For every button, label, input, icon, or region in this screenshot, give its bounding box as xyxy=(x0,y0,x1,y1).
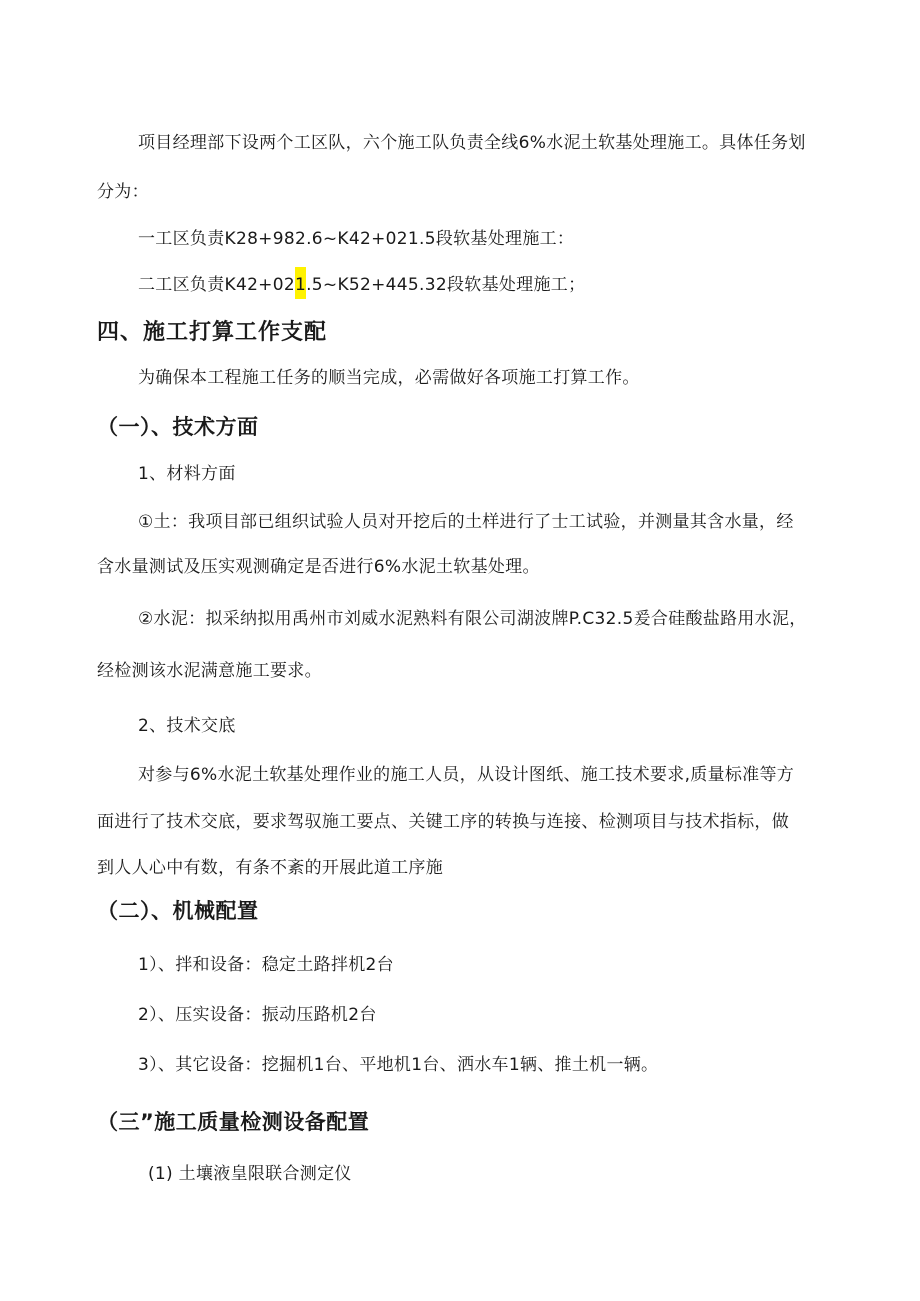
paragraph-disclosure-line1: 对参与6%水泥土软基处理作业的施工人员，从设计图纸、施工技术要求,质量标准等方 xyxy=(138,765,795,785)
heading-machinery: （二）、机械配置 xyxy=(97,899,259,923)
paragraph-intro-line1: 项目经理部下设两个工区队，六个施工队负责全线6%水泥土软基处理施工。具体任务划 xyxy=(138,133,806,153)
paragraph-zone1: 一工区负责K28+982.6~K42+021.5段软基处理施工： xyxy=(138,229,575,249)
paragraph-section-4: 为确保本工程施工任务的顺当完成，必需做好各项施工打算工作。 xyxy=(138,368,640,388)
paragraph-disclosure-line3: 到人人心中有数，有条不紊的开展此道工序施 xyxy=(97,858,443,878)
zone2-text-after: .5~K52+445.32段软基处理施工； xyxy=(306,275,586,295)
paragraph-cement-line1: ②水泥：拟采纳拟用禹州市刘威水泥熟料有限公司湖波牌P.C32.5爰合硅酸盐路用水泥， xyxy=(138,609,807,629)
zone2-text-before: 二工区负责K42+02 xyxy=(138,275,295,295)
heading-materials: 1、材料方面 xyxy=(138,464,236,484)
paragraph-soil-line1: ①土：我项目部已组织试验人员对开挖后的土样进行了士工试验，并测量其含水量，经 xyxy=(138,512,794,532)
machinery-item-3: 3）、其它设备：挖掘机1台、平地机1台、洒水车1辆、推土机一辆。 xyxy=(138,1055,659,1075)
paragraph-cement-line2: 经检测该水泥满意施工要求。 xyxy=(97,661,322,681)
quality-item-1: (1) 土壤液皇限联合测定仪 xyxy=(148,1164,352,1184)
heading-technical-disclosure: 2、技术交底 xyxy=(138,716,236,736)
paragraph-disclosure-line2: 面进行了技术交底，要求驾驭施工要点、关键工序的转换与连接、检测项目与技术指标，做 xyxy=(97,812,789,832)
highlight-mark: 1 xyxy=(295,267,306,299)
heading-section-4: 四、施工打算工作支配 xyxy=(97,320,328,345)
paragraph-zone2 xyxy=(138,273,585,297)
heading-quality-equipment: （三”施工质量检测设备配置 xyxy=(97,1110,370,1134)
paragraph-soil-line2: 含水量测试及压实观测确定是否进行6%水泥土软基处理。 xyxy=(97,557,540,577)
machinery-item-1: 1）、拌和设备：稳定土路拌机2台 xyxy=(138,955,394,975)
paragraph-intro-line2: 分为： xyxy=(97,182,149,202)
heading-technical: （一）、技术方面 xyxy=(97,415,259,439)
machinery-item-2: 2）、压实设备：振动压路机2台 xyxy=(138,1005,377,1025)
